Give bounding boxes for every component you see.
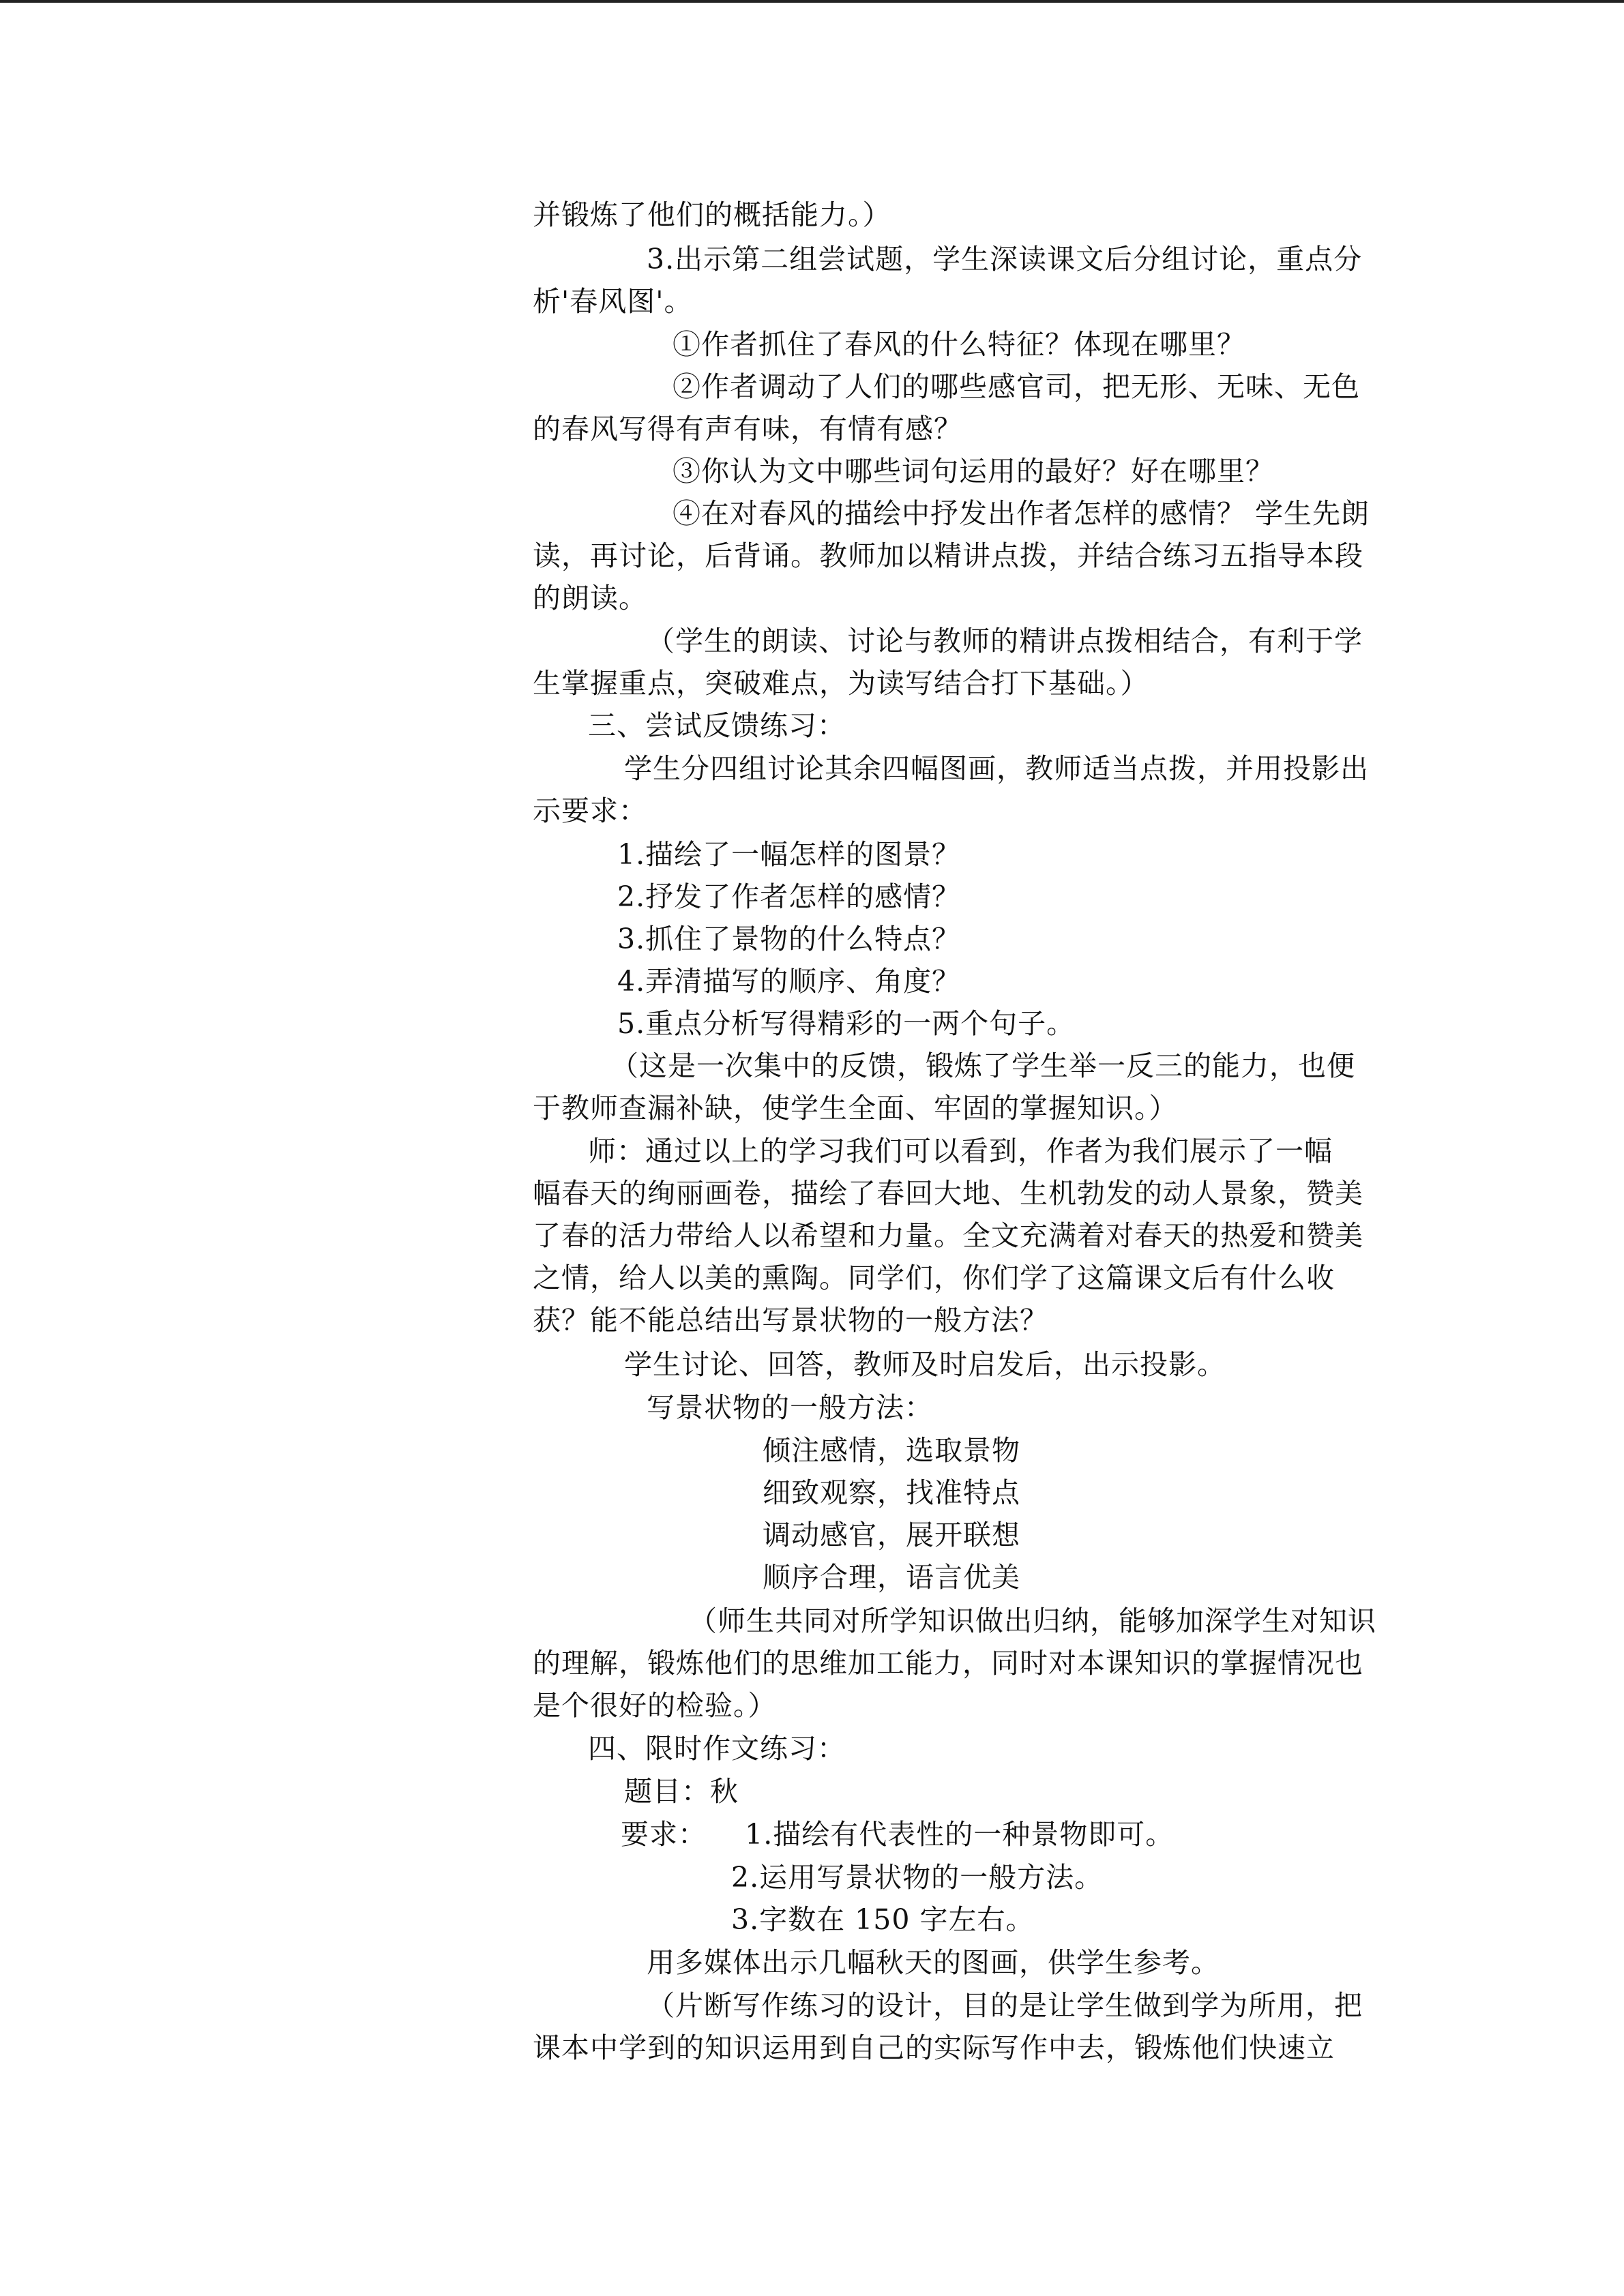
list-item: 5.重点分析写得精彩的一两个句子。 bbox=[617, 1007, 1076, 1040]
text-line: 是个很好的检验。） bbox=[533, 1689, 777, 1722]
text-line: 的朗读。 bbox=[533, 582, 647, 614]
text-line: 学生分四组讨论其余四幅图画，教师适当点拨，并用投影出 bbox=[624, 752, 1369, 785]
text-line: 于教师查漏补缺，使学生全面、牢固的掌握知识。） bbox=[533, 1092, 1178, 1124]
text-line: （师生共同对所学知识做出归纳，能够加深学生对知识 bbox=[689, 1605, 1376, 1637]
text-line: 析'春风图'。 bbox=[533, 285, 693, 318]
list-item: 4.弄清描写的顺序、角度？ bbox=[617, 965, 961, 998]
text-line: 并锻炼了他们的概括能力。） bbox=[533, 198, 891, 231]
text-line: 幅春天的绚丽画卷，描绘了春回大地、生机勃发的动人景象，赞美 bbox=[533, 1177, 1363, 1210]
method-item: 倾注感情，选取景物 bbox=[763, 1434, 1020, 1467]
text-line: 读，再讨论，后背诵。教师加以精讲点拨，并结合练习五指导本段 bbox=[533, 539, 1363, 572]
text-line: 题目：秋 bbox=[624, 1775, 739, 1808]
text-line: ①作者抓住了春风的什么特征？体现在哪里？ bbox=[673, 328, 1245, 361]
text-line: ③你认为文中哪些词句运用的最好？好在哪里？ bbox=[673, 455, 1274, 488]
text-line: 师：通过以上的学习我们可以看到，作者为我们展示了一幅 bbox=[588, 1135, 1333, 1167]
text-line: 的理解，锻炼他们的思维加工能力，同时对本课知识的掌握情况也 bbox=[533, 1647, 1363, 1680]
text-line: 了春的活力带给人以希望和力量。全文充满着对春天的热爱和赞美 bbox=[533, 1219, 1363, 1252]
list-item: 3.抓住了景物的什么特点？ bbox=[617, 923, 961, 955]
list-item: 2.运用写景状物的一般方法。 bbox=[731, 1861, 1104, 1894]
text-line: 学生讨论、回答，教师及时启发后，出示投影。 bbox=[624, 1348, 1226, 1381]
text-line: 课本中学到的知识运用到自己的实际写作中去，锻炼他们快速立 bbox=[533, 2031, 1335, 2064]
text-line: 生掌握重点，突破难点，为读写结合打下基础。） bbox=[533, 667, 1149, 700]
text-line: （这是一次集中的反馈，锻炼了学生举一反三的能力，也便 bbox=[610, 1049, 1355, 1082]
text-line: 3.出示第二组尝试题，学生深读课文后分组讨论，重点分 bbox=[647, 243, 1363, 275]
text-line: 示要求： bbox=[533, 794, 647, 827]
text-line: 用多媒体出示几幅秋天的图画，供学生参考。 bbox=[647, 1946, 1220, 1979]
text-line: 要求： 1.描绘有代表性的一种景物即可。 bbox=[621, 1818, 1175, 1851]
text-line: （学生的朗读、讨论与教师的精讲点拨相结合，有利于学 bbox=[647, 625, 1363, 657]
method-item: 调动感官，展开联想 bbox=[763, 1519, 1020, 1551]
list-item: 1.描绘了一幅怎样的图景？ bbox=[617, 838, 961, 871]
text-line: 获？能不能总结出写景状物的一般方法？ bbox=[533, 1304, 1048, 1337]
text-line: 的春风写得有声有味，有情有感？ bbox=[533, 413, 962, 445]
section-heading: 三、尝试反馈练习： bbox=[588, 709, 846, 742]
list-item: 2.抒发了作者怎样的感情？ bbox=[617, 880, 961, 913]
text-line: 之情，给人以美的熏陶。同学们，你们学了这篇课文后有什么收 bbox=[533, 1262, 1335, 1294]
text-line: 写景状物的一般方法： bbox=[647, 1391, 933, 1424]
text-line: ④在对春风的描绘中抒发出作者怎样的感情？ 学生先朗 bbox=[673, 497, 1370, 530]
list-item: 3.字数在 150 字左右。 bbox=[731, 1903, 1035, 1936]
text-line: （片断写作练习的设计，目的是让学生做到学为所用，把 bbox=[647, 1989, 1363, 2022]
section-heading: 四、限时作文练习： bbox=[588, 1732, 846, 1765]
method-item: 细致观察，找准特点 bbox=[763, 1476, 1020, 1509]
text-line: ②作者调动了人们的哪些感官司，把无形、无味、无色 bbox=[673, 370, 1360, 403]
method-item: 顺序合理，语言优美 bbox=[763, 1561, 1020, 1594]
